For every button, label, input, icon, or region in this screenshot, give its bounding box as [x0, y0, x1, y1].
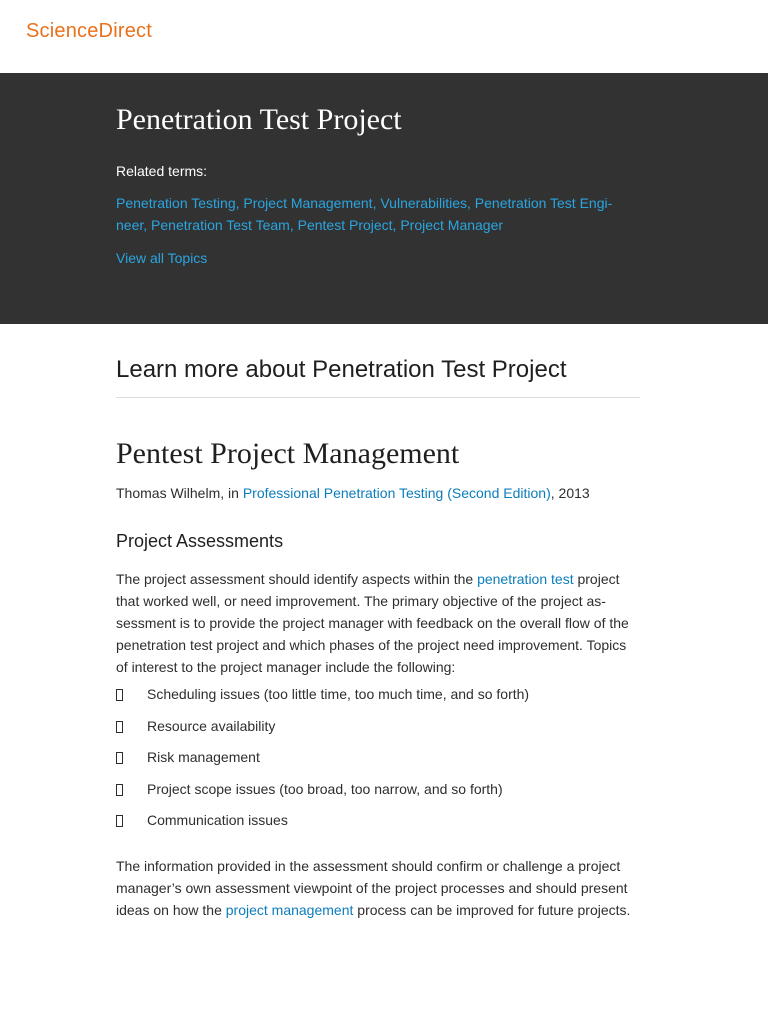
view-all-topics-link[interactable]: View all Topics [116, 250, 208, 266]
list-item-text: Scheduling issues (too little time, too much time, and so forth) [147, 686, 530, 702]
bullet-box-icon [116, 815, 123, 827]
divider [116, 397, 640, 398]
learn-more-heading: Learn more about Penetration Test Project [116, 356, 567, 383]
bullet-box-icon [116, 784, 123, 796]
related-terms-list: Penetration Testing, Project Management, Vulnerabilities, Penetration Test Engi-neer, Penetration Test Team, Pentest Project, Project Manager [116, 195, 613, 233]
related-term-link[interactable]: Project Management [243, 195, 373, 211]
related-term-link[interactable]: Vulnerabilities [380, 195, 467, 211]
project-management-link[interactable]: project management [225, 902, 354, 918]
related-term-link[interactable]: Penetration Test Engi-neer [116, 195, 613, 233]
penetration-test-link[interactable]: penetration test [477, 571, 574, 587]
section-title: Project Assessments [116, 531, 284, 551]
sciencedirect-logo[interactable]: ScienceDirect [26, 20, 152, 42]
related-term-link[interactable]: Penetration Test Team [151, 217, 290, 233]
list-item-text: Risk management [147, 749, 260, 766]
year-text: , 2013 [550, 485, 590, 501]
article-byline [116, 485, 590, 501]
bullet-box-icon [116, 689, 123, 701]
related-term-link[interactable]: Project Manager [400, 217, 504, 233]
paragraph-text: process can be improved for future projects. [353, 902, 631, 918]
bullet-box-icon [116, 721, 123, 733]
list-item-text: Project scope issues (too broad, too narrow, and so forth) [147, 780, 503, 797]
paragraph-1 [116, 568, 640, 678]
list-item-text: Communication issues [147, 812, 288, 829]
topic-hero [0, 73, 768, 324]
top-bar [0, 0, 768, 73]
paragraph-2 [116, 855, 640, 921]
bullet-box-icon [116, 752, 123, 764]
list-item-text: Resource availability [147, 717, 276, 734]
related-term-link[interactable]: Pentest Project [297, 217, 393, 233]
source-link[interactable]: Professional Penetration Testing (Second Edition) [242, 485, 551, 501]
related-terms-label: Related terms: [116, 163, 208, 179]
related-term-link[interactable]: Penetration Testing [116, 195, 236, 211]
paragraph-text: The information provided in the assessment should confirm or challenge a project manager’s own assessment viewpoint of the project processes and should present ideas on how the [116, 858, 628, 918]
paragraph-text: project that worked well, or need improvement. The primary objective of the project as-sessment is to provide the project manager with feedback on the overall flow of the penetration test project and which phases of the project need improvement. Topics of interest to the project manager include the following: [116, 571, 629, 675]
paragraph-text: The project assessment should identify aspects within the [116, 571, 478, 587]
topic-title: Penetration Test Project [116, 103, 402, 136]
author-text: Thomas Wilhelm, in [116, 485, 243, 501]
article-title[interactable]: Pentest Project Management [116, 437, 460, 470]
